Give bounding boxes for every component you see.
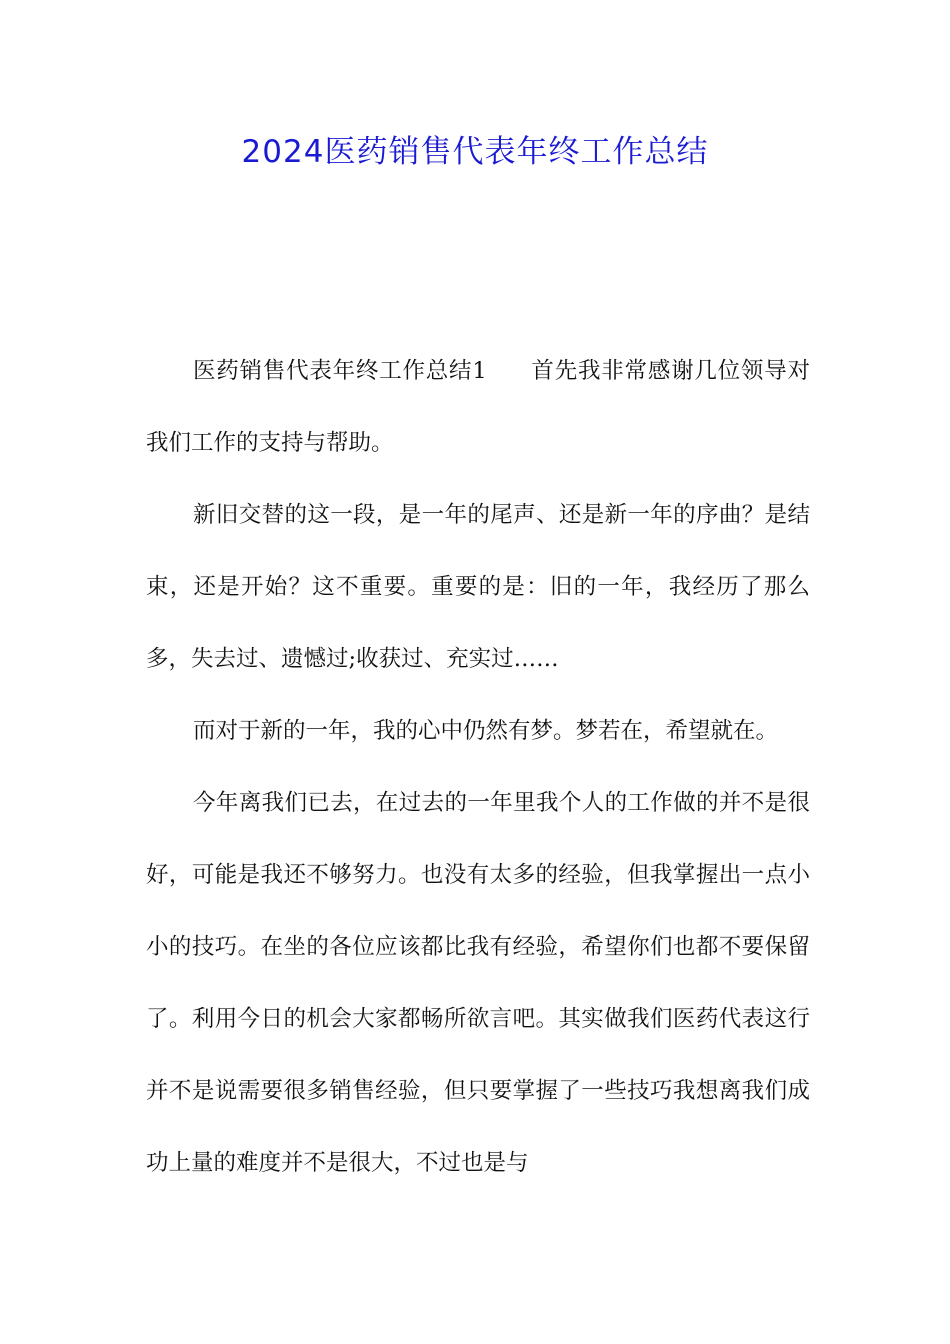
section-heading: 医药销售代表年终工作总结1 bbox=[193, 358, 487, 384]
paragraph-3: 而对于新的一年，我的心中仍然有梦。梦若在，希望就在。 bbox=[193, 718, 779, 744]
paragraph-text: 首先我非常感谢几位领导对我们工作的支持与帮助。 bbox=[146, 358, 810, 456]
paragraph-2: 新旧交替的这一段，是一年的尾声、还是新一年的序曲？是结束，还是开始？这不重要。重要的是：旧的一年，我经历了那么多，失去过、遗憾过;收获过、充实过…… bbox=[146, 502, 810, 672]
document-title: 2024医药销售代表年终工作总结 bbox=[241, 134, 709, 170]
paragraph-1 bbox=[146, 335, 810, 479]
document-body bbox=[146, 335, 810, 1199]
paragraph-4: 今年离我们已去，在过去的一年里我个人的工作做的并不是很好，可能是我还不够努力。也没有太多的经验，但我掌握出一点小小的技巧。在坐的各位应该都比我有经验，希望你们也都不要保留了。利用今日的机会大家都畅所欲言吧。其实做我们医药代表这行并不是说需要很多销售经验，但只要掌握了一些技巧我想离我们成功上量的难度并不是很大，不过也是与 bbox=[146, 790, 810, 1176]
